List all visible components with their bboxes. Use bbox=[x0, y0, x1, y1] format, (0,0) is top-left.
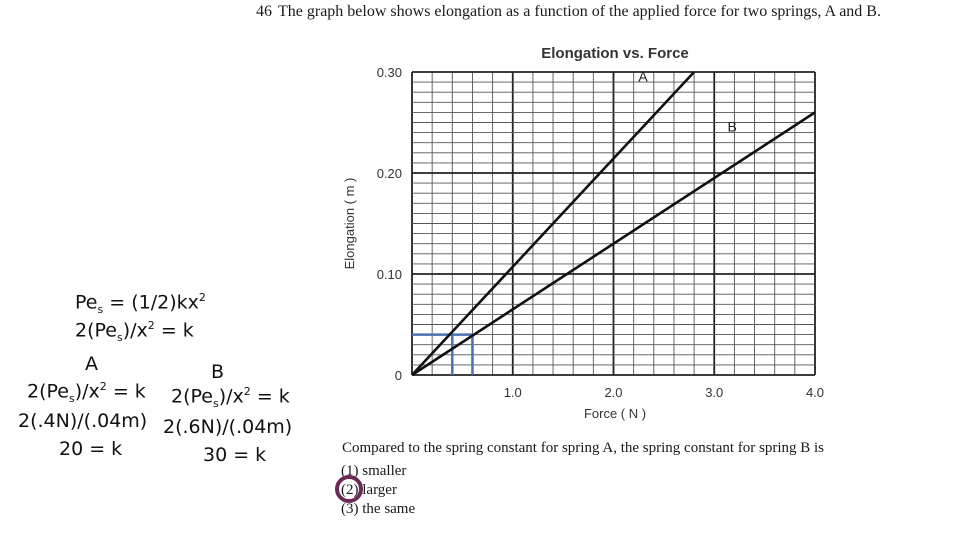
y-tick-label: 0.10 bbox=[376, 267, 402, 282]
work-label-spring-a: A bbox=[85, 353, 98, 375]
y-tick-label: 0.20 bbox=[376, 166, 402, 181]
choice-option-2[interactable]: (2) larger bbox=[341, 482, 397, 498]
choice-option-1[interactable]: (1) smaller bbox=[341, 463, 407, 479]
y-tick-label: 0 bbox=[394, 368, 402, 383]
y-tick-label: 0.30 bbox=[376, 65, 402, 80]
x-tick-label: 4.0 bbox=[805, 385, 825, 400]
tick-labels bbox=[377, 65, 824, 400]
grid bbox=[412, 72, 815, 375]
elongation-force-chart bbox=[330, 40, 830, 425]
x-tick-label: 1.0 bbox=[503, 385, 522, 400]
work-line-energy-formula: $Pe_s = (1/2)kx^2$ bbox=[75, 291, 206, 317]
work-line-rearranged: $2(Pe_s)/x^2 = k$ bbox=[75, 319, 194, 345]
series-label-a: A bbox=[638, 68, 648, 85]
work-b-substitution: 2(.6N)/(.04m) bbox=[163, 416, 293, 438]
work-b-result: 30 = k bbox=[203, 444, 267, 466]
y-axis-label: Elongation ( m ) bbox=[342, 177, 357, 270]
question-heading bbox=[256, 3, 956, 21]
question-number: 46 bbox=[256, 3, 272, 20]
choice-prompt: Compared to the spring constant for spring A, the spring constant for spring B is bbox=[342, 440, 825, 456]
choice-option-3[interactable]: (3) the same bbox=[341, 501, 416, 517]
series-label-b: B bbox=[727, 118, 737, 135]
work-b-formula: $2(Pe_s)/x^2 = k$ bbox=[171, 385, 290, 411]
question-text: The graph below shows elongation as a function of the applied force for two springs, A and B. bbox=[278, 3, 881, 20]
selected-answer-circle bbox=[335, 475, 363, 503]
work-a-formula: $2(Pe_s)/x^2 = k$ bbox=[27, 380, 146, 406]
x-tick-label: 3.0 bbox=[705, 385, 724, 400]
work-a-result: 20 = k bbox=[59, 438, 123, 460]
work-a-substitution: 2(.4N)/(.04m) bbox=[18, 410, 148, 432]
x-tick-label: 2.0 bbox=[604, 385, 623, 400]
x-axis-label: Force ( N ) bbox=[583, 406, 647, 421]
chart-title: Elongation vs. Force bbox=[541, 45, 689, 62]
work-label-spring-b: B bbox=[211, 361, 225, 383]
